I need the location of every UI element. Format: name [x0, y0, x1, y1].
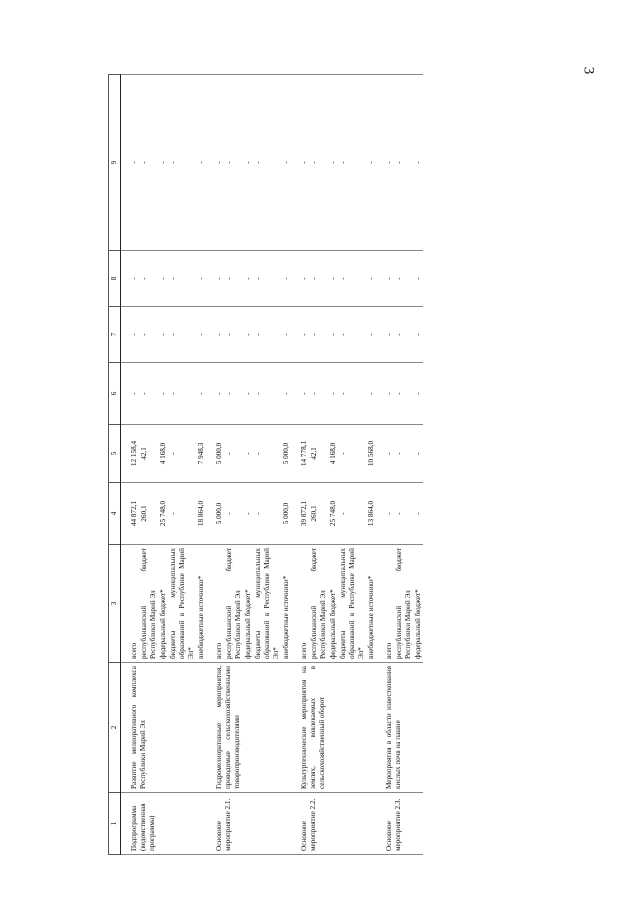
amount-cell: 260,1 — [309, 483, 328, 545]
funding-source-cell: федеральный бюджет* — [328, 545, 338, 663]
header-row — [109, 75, 121, 855]
amount-cell: - — [168, 363, 196, 425]
amount-cell: - — [366, 363, 376, 425]
amount-cell: - — [196, 307, 206, 363]
table-row — [206, 75, 224, 855]
amount-cell: - — [309, 75, 328, 251]
amount-cell: - — [338, 363, 366, 425]
amount-cell: - — [139, 307, 158, 363]
funding-source-cell: всего — [206, 545, 224, 663]
amount-cell: 5 000,0 — [206, 425, 224, 483]
funding-source-cell: всего — [291, 545, 309, 663]
amount-cell: 18 864,0 — [196, 483, 206, 545]
program-name-cell: Культуртехнические мероприятия на землях, вовлекаемых в сельскохозяйственный оборот — [291, 663, 376, 793]
amount-cell: - — [224, 307, 243, 363]
page-number: 3 — [579, 66, 596, 75]
amount-cell: - — [394, 75, 413, 251]
funding-source-cell: республиканский бюджет Республики Марий Эл — [139, 545, 158, 663]
amount-cell: - — [253, 75, 281, 251]
amount-cell: - — [376, 307, 394, 363]
amount-cell: - — [281, 251, 291, 307]
column-header: 7 — [109, 307, 121, 363]
amount-cell: - — [366, 307, 376, 363]
column-header: 2 — [109, 663, 121, 793]
amount-cell: - — [413, 483, 423, 545]
funding-source-cell: бюджеты муниципальных образований в Республике Марий Эл* — [168, 545, 196, 663]
funding-source-cell: бюджеты муниципальных образований в Республике Марий Эл* — [338, 545, 366, 663]
funding-source-cell: бюджеты муниципальных образований в Республике Марий Эл* — [253, 545, 281, 663]
amount-cell: - — [224, 425, 243, 483]
amount-cell: - — [376, 363, 394, 425]
funding-source-cell: республиканский бюджет Республики Марий Эл — [224, 545, 243, 663]
amount-cell: - — [338, 75, 366, 251]
amount-cell: - — [413, 425, 423, 483]
amount-cell: 42,1 — [309, 425, 328, 483]
amount-cell: - — [196, 363, 206, 425]
amount-cell: - — [366, 251, 376, 307]
amount-cell: - — [158, 363, 168, 425]
table-row — [291, 75, 309, 855]
program-name-cell: Гидромелиоративные мероприятия, проводимые сельскохозяйственными товаропроизводителями — [206, 663, 291, 793]
program-level-cell: Основное мероприятие 2.1. — [206, 793, 291, 855]
funding-source-cell: всего — [121, 545, 140, 663]
amount-cell: - — [309, 363, 328, 425]
amount-cell: - — [243, 307, 253, 363]
amount-cell: - — [291, 75, 309, 251]
amount-cell: - — [394, 483, 413, 545]
amount-cell: - — [338, 483, 366, 545]
amount-cell: - — [376, 483, 394, 545]
amount-cell: 39 872,1 — [291, 483, 309, 545]
amount-cell: - — [366, 75, 376, 251]
amount-cell: - — [158, 75, 168, 251]
amount-cell: - — [224, 483, 243, 545]
amount-cell: - — [413, 363, 423, 425]
amount-cell: - — [338, 307, 366, 363]
amount-cell: 44 872,1 — [121, 483, 140, 545]
funding-source-cell: федеральный бюджет* — [413, 545, 423, 663]
column-header: 1 — [109, 793, 121, 855]
amount-cell: 5 000,0 — [281, 483, 291, 545]
funding-source-cell: всего — [376, 545, 394, 663]
column-header: 6 — [109, 363, 121, 425]
amount-cell: 25 748,0 — [158, 483, 168, 545]
amount-cell: - — [338, 425, 366, 483]
program-name-cell: Развитие мелиоративного комплекса Республики Марий Эл — [121, 663, 207, 793]
amount-cell: 5 000,0 — [281, 425, 291, 483]
amount-cell: - — [206, 251, 224, 307]
amount-cell: - — [328, 307, 338, 363]
amount-cell: - — [281, 363, 291, 425]
amount-cell: - — [291, 307, 309, 363]
amount-cell: - — [139, 251, 158, 307]
amount-cell: - — [168, 425, 196, 483]
amount-cell: 7 948,3 — [196, 425, 206, 483]
amount-cell: - — [121, 75, 140, 251]
amount-cell: - — [168, 307, 196, 363]
amount-cell: - — [243, 251, 253, 307]
amount-cell: - — [139, 363, 158, 425]
amount-cell: 4 168,0 — [158, 425, 168, 483]
column-header: 8 — [109, 251, 121, 307]
funding-source-cell: республиканский бюджет Республики Марий Эл — [309, 545, 328, 663]
amount-cell: - — [338, 251, 366, 307]
amount-cell: - — [168, 483, 196, 545]
amount-cell: - — [158, 251, 168, 307]
amount-cell: - — [253, 425, 281, 483]
amount-cell: - — [206, 307, 224, 363]
amount-cell: - — [224, 363, 243, 425]
amount-cell: 42,1 — [139, 425, 158, 483]
amount-cell: - — [376, 75, 394, 251]
amount-cell: - — [196, 251, 206, 307]
amount-cell: - — [413, 75, 423, 251]
amount-cell: - — [394, 307, 413, 363]
amount-cell: - — [121, 307, 140, 363]
amount-cell: - — [243, 425, 253, 483]
amount-cell: - — [253, 251, 281, 307]
amount-cell: 260,1 — [139, 483, 158, 545]
amount-cell: - — [253, 483, 281, 545]
program-level-cell: Подпрограмма (ведомственная программа) — [121, 793, 207, 855]
amount-cell: 4 168,0 — [328, 425, 338, 483]
amount-cell: - — [243, 75, 253, 251]
amount-cell: - — [328, 363, 338, 425]
amount-cell: - — [376, 251, 394, 307]
amount-cell: 13 864,0 — [366, 483, 376, 545]
amount-cell: - — [121, 363, 140, 425]
funding-source-cell: внебюджетные источники* — [281, 545, 291, 663]
amount-cell: - — [243, 483, 253, 545]
amount-cell: 25 748,0 — [328, 483, 338, 545]
budget-table-rotated — [108, 74, 423, 855]
amount-cell: - — [168, 251, 196, 307]
funding-source-cell: федеральный бюджет* — [243, 545, 253, 663]
amount-cell: - — [281, 307, 291, 363]
amount-cell: - — [243, 363, 253, 425]
amount-cell: 10 568,0 — [366, 425, 376, 483]
funding-source-cell: внебюджетные источники* — [196, 545, 206, 663]
budget-table — [108, 74, 423, 855]
amount-cell: - — [291, 363, 309, 425]
program-level-cell: Основное мероприятие 2.3. — [376, 793, 423, 855]
amount-cell: - — [376, 425, 394, 483]
column-header: 9 — [109, 75, 121, 251]
amount-cell: - — [168, 75, 196, 251]
amount-cell: - — [158, 307, 168, 363]
amount-cell: - — [281, 75, 291, 251]
table-row — [121, 75, 140, 855]
amount-cell: - — [121, 251, 140, 307]
funding-source-cell: федеральный бюджет* — [158, 545, 168, 663]
amount-cell: - — [253, 363, 281, 425]
table-body — [121, 75, 424, 855]
amount-cell: - — [291, 251, 309, 307]
amount-cell: - — [309, 251, 328, 307]
amount-cell: - — [328, 251, 338, 307]
amount-cell: - — [206, 75, 224, 251]
amount-cell: - — [253, 307, 281, 363]
amount-cell: - — [139, 75, 158, 251]
amount-cell: - — [206, 363, 224, 425]
amount-cell: - — [413, 251, 423, 307]
amount-cell: - — [224, 75, 243, 251]
funding-source-cell: республиканский бюджет Республики Марий Эл — [394, 545, 413, 663]
column-header: 5 — [109, 425, 121, 483]
program-name-cell: Мероприятия в области известкования кислых почв на пашне — [376, 663, 423, 793]
amount-cell: - — [196, 75, 206, 251]
program-level-cell: Основное мероприятие 2.2. — [291, 793, 376, 855]
amount-cell: 5 000,0 — [206, 483, 224, 545]
amount-cell: - — [394, 425, 413, 483]
amount-cell: - — [394, 363, 413, 425]
amount-cell: - — [309, 307, 328, 363]
column-header: 3 — [109, 545, 121, 663]
amount-cell: - — [328, 75, 338, 251]
amount-cell: - — [394, 251, 413, 307]
amount-cell: - — [413, 307, 423, 363]
column-header: 4 — [109, 483, 121, 545]
amount-cell: - — [224, 251, 243, 307]
amount-cell: 14 778,1 — [291, 425, 309, 483]
amount-cell: 12 158,4 — [121, 425, 140, 483]
table-row — [376, 75, 394, 855]
funding-source-cell: внебюджетные источники* — [366, 545, 376, 663]
